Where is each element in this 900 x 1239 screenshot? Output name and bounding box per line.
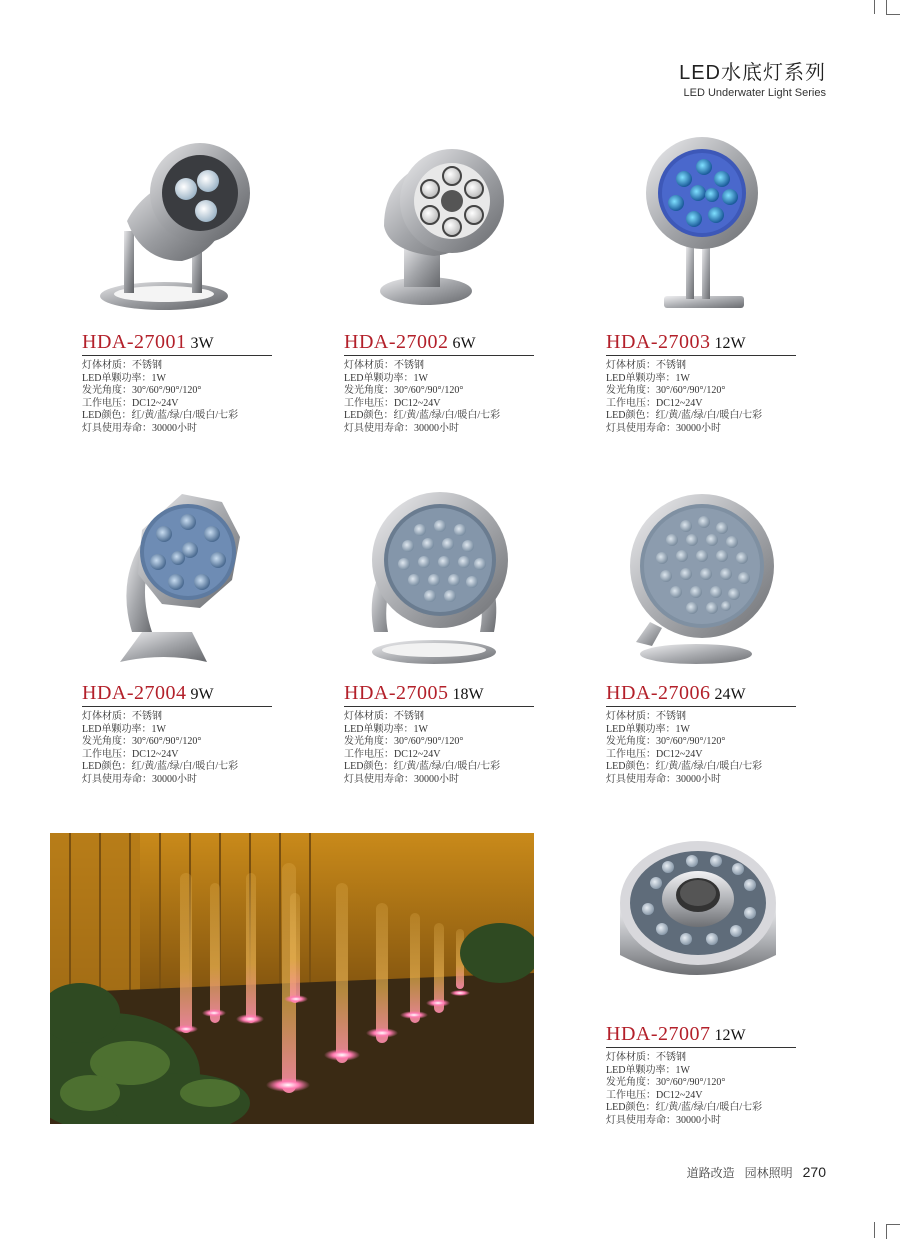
product-title bbox=[344, 682, 534, 707]
product-image bbox=[82, 482, 272, 682]
product-title bbox=[606, 1023, 796, 1048]
page-number: 270 bbox=[802, 1164, 826, 1180]
product-title bbox=[82, 331, 272, 356]
spec-led-power: LED单颗功率：1W bbox=[606, 1064, 690, 1076]
product-image bbox=[606, 823, 796, 1023]
crop-mark bbox=[886, 0, 900, 15]
spec-lifetime: 灯具使用寿命：30000小时 bbox=[606, 773, 721, 785]
product-image bbox=[344, 482, 534, 682]
page-header bbox=[679, 56, 826, 99]
spec-lifetime: 灯具使用寿命：30000小时 bbox=[344, 422, 459, 434]
product-title bbox=[82, 682, 272, 707]
product-model: HDA-27001 bbox=[82, 331, 187, 353]
spec-material: 灯体材质：不锈钢 bbox=[344, 360, 424, 371]
product-title bbox=[606, 331, 796, 356]
product-card bbox=[606, 823, 796, 1128]
spec-lifetime: 灯具使用寿命：30000小时 bbox=[344, 773, 459, 785]
spotlight-image bbox=[344, 131, 534, 331]
spec-material: 灯体材质：不锈钢 bbox=[344, 711, 424, 722]
crop-mark bbox=[874, 0, 875, 14]
spec-led-color: LED颜色：红/黄/蓝/绿/白/暖白/七彩 bbox=[606, 1102, 763, 1114]
header-title-cn: LED水底灯系列 bbox=[679, 62, 826, 84]
fountain-night-scene bbox=[50, 833, 534, 1124]
product-watt: 12W bbox=[714, 335, 746, 352]
spec-voltage: 工作电压：DC12~24V bbox=[606, 1089, 703, 1101]
spec-beam-angle: 发光角度：30°/60°/90°/120° bbox=[606, 385, 726, 397]
spec-beam-angle: 发光角度：30°/60°/90°/120° bbox=[82, 385, 202, 397]
spec-led-power: LED单颗功率：1W bbox=[344, 372, 428, 384]
spec-beam-angle: 发光角度：30°/60°/90°/120° bbox=[606, 1077, 726, 1089]
spec-lifetime: 灯具使用寿命：30000小时 bbox=[82, 422, 197, 434]
product-specs bbox=[82, 360, 272, 436]
product-specs bbox=[606, 360, 796, 436]
product-model: HDA-27002 bbox=[344, 331, 449, 353]
product-image bbox=[344, 131, 534, 331]
header-title-en: LED Underwater Light Series bbox=[683, 87, 826, 99]
spec-beam-angle: 发光角度：30°/60°/90°/120° bbox=[606, 736, 726, 748]
product-model: HDA-27003 bbox=[606, 331, 711, 353]
product-image bbox=[82, 131, 272, 331]
spec-voltage: 工作电压：DC12~24V bbox=[344, 748, 441, 760]
product-image bbox=[606, 131, 796, 331]
spotlight-image bbox=[82, 131, 272, 331]
spec-voltage: 工作电压：DC12~24V bbox=[344, 397, 441, 409]
spec-beam-angle: 发光角度：30°/60°/90°/120° bbox=[82, 736, 202, 748]
spec-led-color: LED颜色：红/黄/蓝/绿/白/暖白/七彩 bbox=[606, 410, 763, 422]
product-model: HDA-27006 bbox=[606, 682, 711, 704]
spec-material: 灯体材质：不锈钢 bbox=[606, 360, 686, 371]
footer-text-road: 道路改造 bbox=[686, 1166, 735, 1180]
product-watt: 9W bbox=[190, 686, 214, 703]
spotlight-image bbox=[606, 482, 796, 682]
spec-beam-angle: 发光角度：30°/60°/90°/120° bbox=[344, 385, 464, 397]
spec-lifetime: 灯具使用寿命：30000小时 bbox=[606, 1114, 721, 1126]
spotlight-image bbox=[606, 131, 796, 331]
product-image bbox=[606, 482, 796, 682]
spec-material: 灯体材质：不锈钢 bbox=[82, 360, 162, 371]
spec-led-color: LED颜色：红/黄/蓝/绿/白/暖白/七彩 bbox=[606, 761, 763, 773]
spec-led-color: LED颜色：红/黄/蓝/绿/白/暖白/七彩 bbox=[82, 761, 239, 773]
product-title bbox=[606, 682, 796, 707]
product-model: HDA-27004 bbox=[82, 682, 187, 704]
spec-material: 灯体材质：不锈钢 bbox=[606, 711, 686, 722]
crop-mark bbox=[874, 1222, 875, 1238]
product-specs bbox=[344, 711, 534, 787]
product-watt: 3W bbox=[190, 335, 214, 352]
spec-led-power: LED单颗功率：1W bbox=[82, 372, 166, 384]
product-model: HDA-27005 bbox=[344, 682, 449, 704]
spec-voltage: 工作电压：DC12~24V bbox=[82, 397, 179, 409]
spec-voltage: 工作电压：DC12~24V bbox=[82, 748, 179, 760]
spec-voltage: 工作电压：DC12~24V bbox=[606, 748, 703, 760]
product-watt: 12W bbox=[714, 1027, 746, 1044]
product-watt: 6W bbox=[452, 335, 476, 352]
product-title bbox=[344, 331, 534, 356]
product-specs bbox=[344, 360, 534, 436]
product-specs bbox=[82, 711, 272, 787]
page-footer bbox=[687, 1164, 826, 1181]
spec-material: 灯体材质：不锈钢 bbox=[82, 711, 162, 722]
spotlight-image bbox=[82, 482, 272, 682]
spotlight-image bbox=[344, 482, 534, 682]
product-card bbox=[606, 131, 796, 436]
spec-voltage: 工作电压：DC12~24V bbox=[606, 397, 703, 409]
product-specs bbox=[606, 711, 796, 787]
spec-led-color: LED颜色：红/黄/蓝/绿/白/暖白/七彩 bbox=[344, 761, 501, 773]
spec-led-power: LED单颗功率：1W bbox=[82, 723, 166, 735]
product-card bbox=[344, 131, 534, 436]
spec-lifetime: 灯具使用寿命：30000小时 bbox=[606, 422, 721, 434]
spec-lifetime: 灯具使用寿命：30000小时 bbox=[82, 773, 197, 785]
product-specs bbox=[606, 1052, 796, 1128]
product-card bbox=[82, 482, 272, 787]
spec-led-color: LED颜色：红/黄/蓝/绿/白/暖白/七彩 bbox=[82, 410, 239, 422]
spec-led-power: LED单颗功率：1W bbox=[606, 723, 690, 735]
product-watt: 18W bbox=[452, 686, 484, 703]
product-model: HDA-27007 bbox=[606, 1023, 711, 1045]
spec-beam-angle: 发光角度：30°/60°/90°/120° bbox=[344, 736, 464, 748]
spec-led-power: LED单颗功率：1W bbox=[344, 723, 428, 735]
fountain-photo bbox=[50, 833, 534, 1124]
product-watt: 24W bbox=[714, 686, 746, 703]
footer-text-garden: 园林照明 bbox=[744, 1166, 793, 1180]
product-card bbox=[82, 131, 272, 436]
product-card bbox=[606, 482, 796, 787]
product-card bbox=[344, 482, 534, 787]
spec-material: 灯体材质：不锈钢 bbox=[606, 1052, 686, 1063]
spec-led-color: LED颜色：红/黄/蓝/绿/白/暖白/七彩 bbox=[344, 410, 501, 422]
crop-mark bbox=[886, 1224, 900, 1239]
ring-fountain-light-image bbox=[606, 823, 796, 1023]
spec-led-power: LED单颗功率：1W bbox=[606, 372, 690, 384]
